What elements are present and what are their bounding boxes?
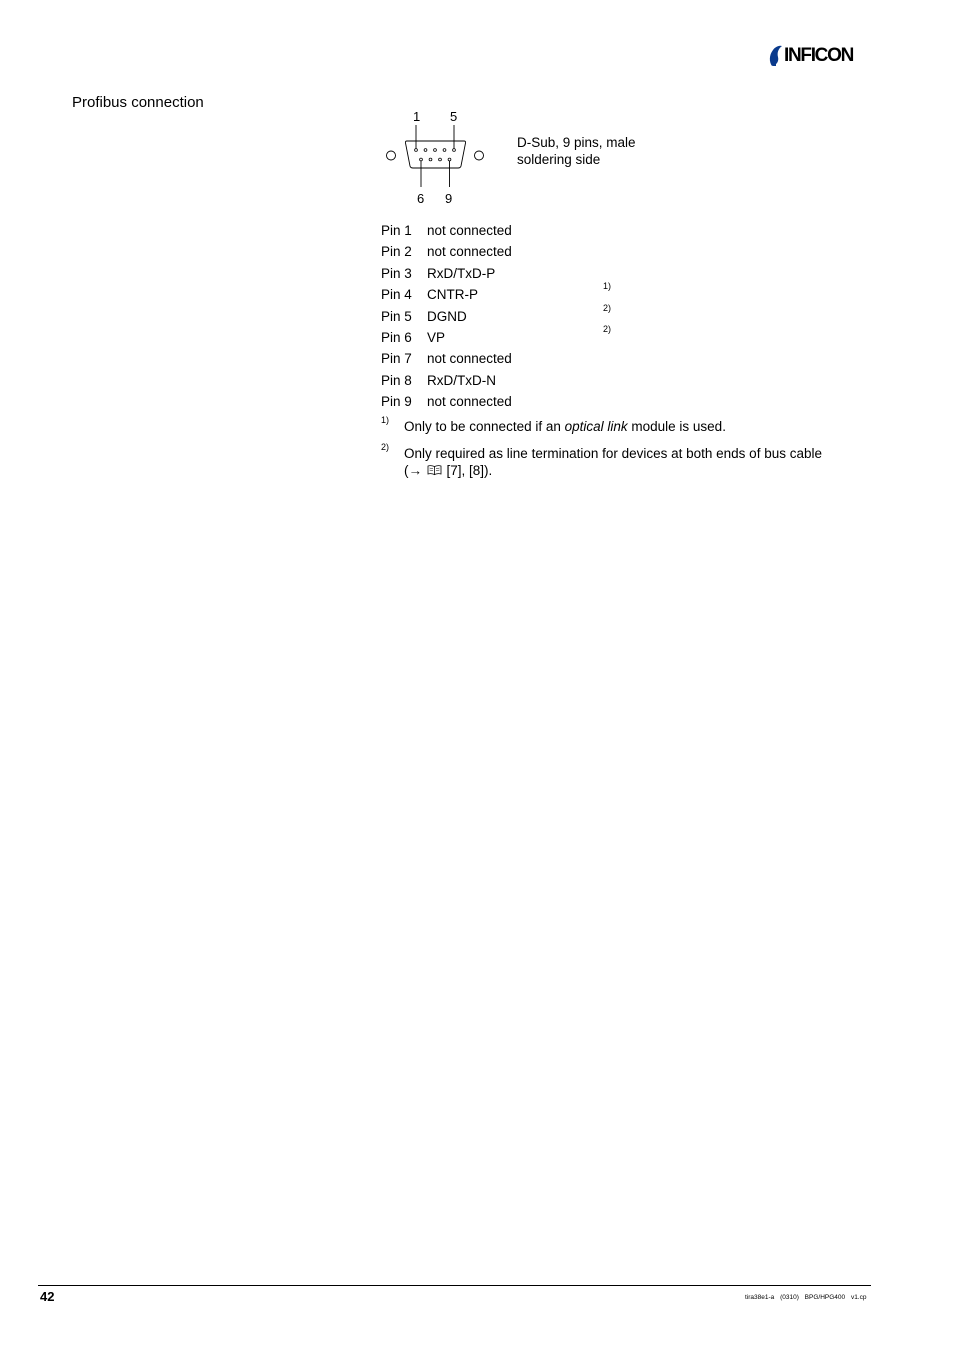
footnote-text-part: module is used. — [627, 419, 726, 434]
pin-row — [381, 263, 621, 284]
reference-list: [7], [8]). — [446, 463, 493, 478]
pin-number: Pin 1 — [381, 223, 412, 238]
pin-row — [381, 348, 621, 369]
pin-signal: RxD/TxD-N — [427, 372, 496, 388]
footnote-italic-term: optical link — [564, 419, 628, 434]
pin-number: Pin 4 — [381, 287, 412, 303]
footnote-text — [404, 418, 859, 435]
pin-assignment-list — [381, 220, 621, 413]
footer-rule — [38, 1285, 871, 1286]
pin-signal: VP — [427, 329, 446, 345]
pin-row — [381, 281, 621, 305]
connector-description-line2: soldering side — [517, 151, 601, 167]
top-pins — [415, 149, 456, 152]
pin-row — [381, 220, 621, 241]
book-icon — [427, 463, 442, 480]
pin-signal: not connected — [427, 223, 512, 238]
pin-row — [381, 370, 621, 391]
pin-signal: DGND — [427, 308, 467, 324]
pin-footnote-ref: 2) — [603, 323, 612, 334]
pin-row — [381, 302, 621, 327]
pin-label-9: 9 — [445, 191, 453, 206]
mounting-hole-right — [475, 151, 484, 160]
pin-signal: not connected — [427, 394, 512, 410]
pin-signal: RxD/TxD-P — [427, 265, 496, 281]
logo-text: INFICON — [784, 45, 854, 66]
inficon-logo — [767, 44, 871, 68]
pin-signal: not connected — [427, 244, 512, 260]
pin-label-5: 5 — [450, 109, 458, 124]
page-number: 42 — [40, 1289, 55, 1304]
bottom-pins — [420, 158, 451, 161]
pin-number: Pin 7 — [381, 351, 412, 367]
arrow-prefix: (→ — [404, 463, 422, 478]
section-title: Profibus connection — [72, 94, 204, 111]
pin-row — [381, 241, 621, 262]
footnote-text-line2 — [404, 462, 859, 480]
dsub-connector-diagram — [380, 104, 495, 209]
pin-footnote-ref: 1) — [603, 281, 612, 292]
footnote-mark: 2) — [381, 442, 390, 452]
connector-description-line1: D-Sub, 9 pins, male — [517, 135, 636, 150]
pin-footnote-ref: 2) — [603, 302, 612, 313]
document-code: tira38e1-a (0310) BPG/HPG400 v1.cp — [745, 1294, 867, 1301]
pin-label-6: 6 — [417, 191, 425, 206]
flame-icon — [767, 44, 785, 68]
pin-number: Pin 5 — [381, 308, 412, 324]
pin-row — [381, 391, 621, 412]
footnote-text — [404, 445, 859, 480]
footnote-text-part: Only to be connected if an — [404, 419, 565, 434]
mounting-hole-left — [387, 151, 396, 160]
pin-number: Pin 9 — [381, 394, 412, 410]
dsub-shell — [405, 141, 465, 168]
pin-row — [381, 323, 621, 348]
pin-signal: not connected — [427, 351, 512, 367]
pin-number: Pin 6 — [381, 329, 412, 345]
pin-number: Pin 3 — [381, 265, 412, 281]
pin-signal: CNTR-P — [427, 287, 478, 303]
pin-leader-lines — [416, 125, 454, 187]
pin-label-1: 1 — [413, 109, 421, 124]
pin-number: Pin 2 — [381, 244, 412, 260]
connector-description — [517, 135, 636, 168]
pin-number: Pin 8 — [381, 372, 412, 388]
footnote-mark: 1) — [381, 415, 390, 425]
footnote-text-line1: Only required as line termination for devices at both ends of bus cable — [404, 446, 822, 461]
